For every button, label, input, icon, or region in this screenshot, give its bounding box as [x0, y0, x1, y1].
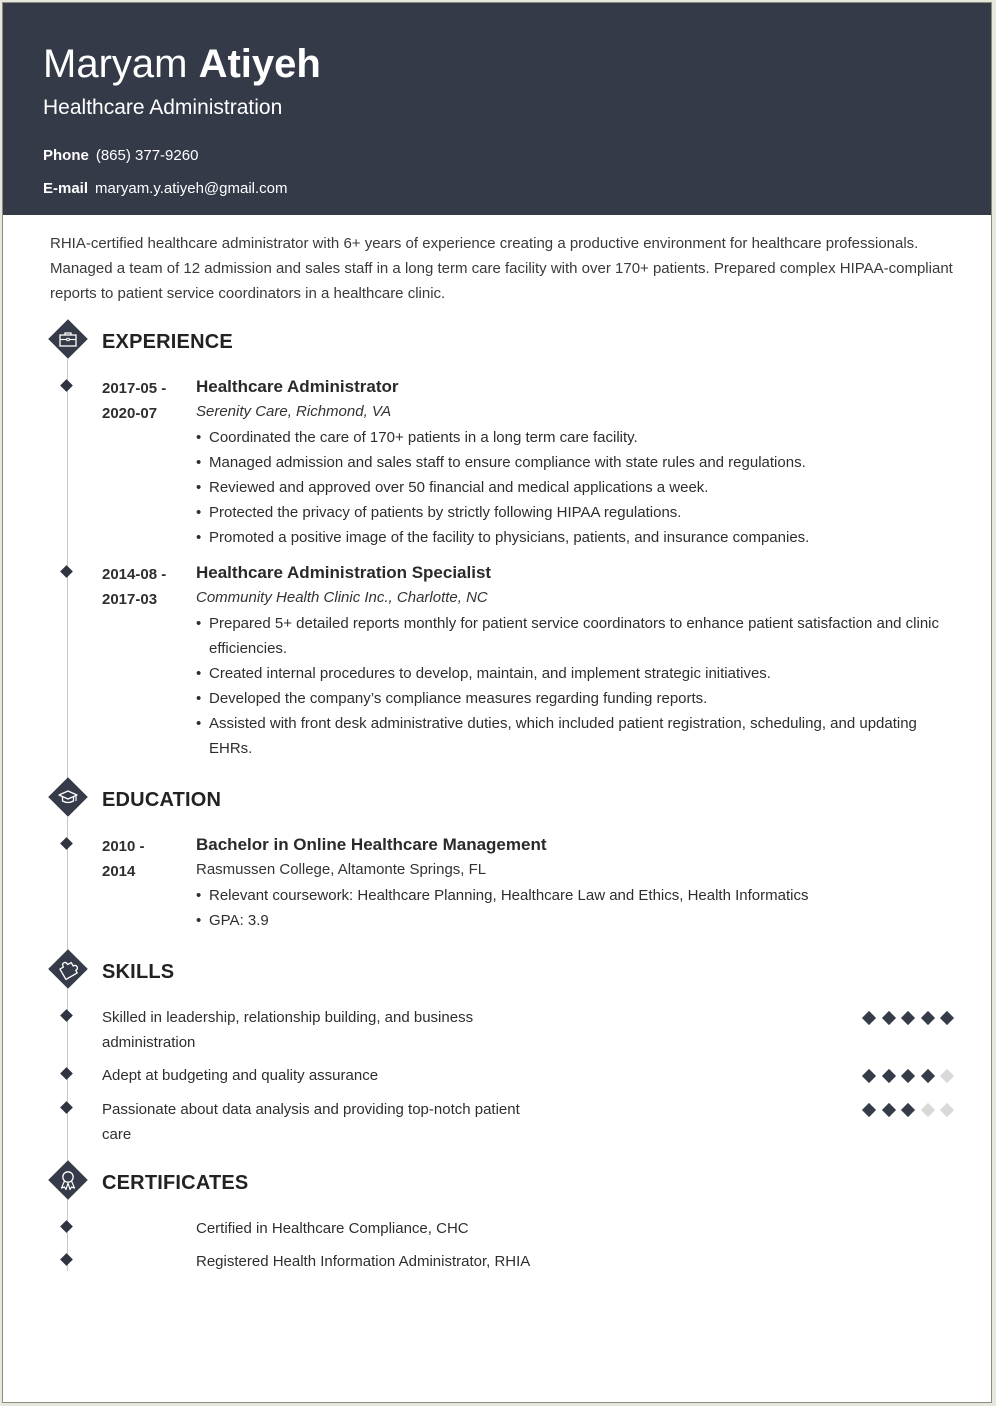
phone-label: Phone	[43, 147, 89, 164]
timeline-marker	[60, 565, 73, 578]
skill-text: Passionate about data analysis and providing top-notch patient care	[102, 1101, 520, 1143]
certificates-heading: CERTIFICATES	[102, 1172, 249, 1194]
timeline-marker	[60, 1253, 73, 1266]
list-item: • Assisted with front desk administrative duties, which included patient registration, scheduling, and updating EHRs.	[196, 711, 956, 761]
rating-diamond-filled	[940, 1011, 954, 1025]
date-end: 2014	[102, 863, 136, 880]
skill-text: Adept at budgeting and quality assurance	[102, 1067, 379, 1084]
candidate-title: Healthcare Administration	[43, 96, 283, 119]
education-dates	[102, 834, 192, 884]
rating-diamond-filled	[901, 1069, 915, 1083]
rating-diamond-filled	[920, 1011, 934, 1025]
date-start: 2014-08 -	[102, 566, 167, 583]
school-name: Rasmussen College, Altamonte Springs, FL	[196, 861, 487, 878]
date-end: 2017-03	[102, 591, 158, 608]
degree-title: Bachelor in Online Healthcare Management	[196, 835, 547, 854]
date-start: 2017-05 -	[102, 380, 167, 397]
rating-diamond-filled	[862, 1103, 876, 1117]
graduation-cap-icon	[47, 776, 89, 818]
phone-value: (865) 377-9260	[95, 147, 199, 164]
education-bullets	[196, 883, 956, 933]
rating-diamond-filled	[862, 1069, 876, 1083]
list-item: • Protected the privacy of patients by strictly following HIPAA regulations.	[196, 500, 956, 525]
job-bullets	[196, 425, 956, 550]
date-end: 2020-07	[102, 405, 158, 422]
list-item: • Prepared 5+ detailed reports monthly for patient service coordinators to enhance patient satisfaction and clinic efficiencies.	[196, 611, 956, 661]
last-name: Atiyeh	[198, 42, 321, 86]
rating-diamond-filled	[881, 1103, 895, 1117]
certificate-item: Registered Health Information Administrator, RHIA	[196, 1253, 531, 1270]
rating-diamond-empty	[940, 1069, 954, 1083]
email-label: E-mail	[43, 180, 89, 197]
rating-diamond-empty	[920, 1103, 934, 1117]
rating-diamond-filled	[881, 1011, 895, 1025]
list-item: • Coordinated the care of 170+ patients in a long term care facility.	[196, 425, 956, 450]
skills-heading: SKILLS	[102, 961, 175, 983]
email-row	[43, 180, 288, 198]
timeline-marker	[60, 1067, 73, 1080]
list-item: • Promoted a positive image of the facility to physicians, patients, and insurance companies.	[196, 525, 956, 550]
briefcase-icon	[47, 318, 89, 360]
date-start: 2010 -	[102, 838, 145, 855]
list-item: • Reviewed and approved over 50 financial and medical applications a week.	[196, 475, 956, 500]
phone-row	[43, 147, 198, 165]
timeline-marker	[60, 837, 73, 850]
timeline-marker	[60, 1220, 73, 1233]
resume-header	[3, 3, 991, 215]
rating-diamond-filled	[881, 1069, 895, 1083]
timeline-marker	[60, 379, 73, 392]
job-company: Community Health Clinic Inc., Charlotte, NC	[196, 589, 488, 606]
rating-diamond-filled	[901, 1103, 915, 1117]
job-title: Healthcare Administration Specialist	[196, 563, 492, 582]
job-dates	[102, 562, 192, 612]
experience-heading: EXPERIENCE	[102, 331, 233, 353]
job-entry	[196, 376, 956, 550]
list-item: • Created internal procedures to develop, maintain, and implement strategic initiatives.	[196, 661, 956, 686]
education-heading: EDUCATION	[102, 789, 222, 811]
job-bullets	[196, 611, 956, 761]
job-dates	[102, 376, 192, 426]
list-item: • Relevant coursework: Healthcare Planning, Healthcare Law and Ethics, Health Informatics	[196, 883, 956, 908]
timeline-marker	[60, 1009, 73, 1022]
candidate-name	[43, 41, 321, 87]
rating-diamond-filled	[920, 1069, 934, 1083]
rating-diamond-filled	[901, 1011, 915, 1025]
resume-page	[2, 2, 992, 1403]
timeline-marker	[60, 1101, 73, 1114]
award-ribbon-icon	[47, 1159, 89, 1201]
list-item: • GPA: 3.9	[196, 908, 956, 933]
job-company: Serenity Care, Richmond, VA	[196, 403, 392, 420]
summary-text: RHIA-certified healthcare administrator with 6+ years of experience creating a productive environment for healthcare professionals. Managed a team of 12 admission and sales staff in a long term care facility with over 170+ patients. Prepared complex HIPAA-compliant reports to patient service coordinators in a healthcare clinic.	[50, 235, 953, 302]
rating-diamond-filled	[862, 1011, 876, 1025]
certificate-item: Certified in Healthcare Compliance, CHC	[196, 1220, 469, 1237]
job-title: Healthcare Administrator	[196, 377, 399, 396]
puzzle-icon	[47, 948, 89, 990]
list-item: • Managed admission and sales staff to ensure compliance with state rules and regulations.	[196, 450, 956, 475]
first-name: Maryam	[43, 42, 188, 86]
education-entry	[196, 834, 956, 933]
job-entry	[196, 562, 956, 761]
email-value: maryam.y.atiyeh@gmail.com	[95, 180, 288, 197]
rating-diamond-empty	[940, 1103, 954, 1117]
list-item: • Developed the company’s compliance measures regarding funding reports.	[196, 686, 956, 711]
skill-text: Skilled in leadership, relationship building, and business administration	[102, 1009, 474, 1051]
